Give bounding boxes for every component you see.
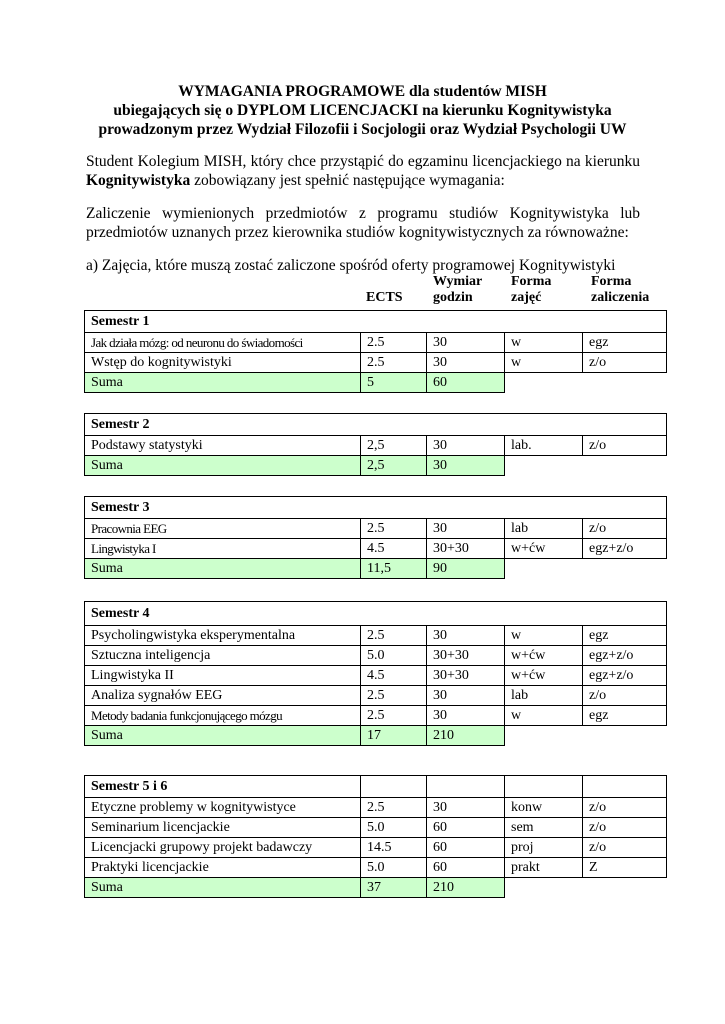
col-hours: Wymiar godzin: [433, 274, 483, 305]
section-a-heading: a) Zajęcia, które muszą zostać zaliczone spośród oferty programowej Kognitywistyki: [86, 257, 616, 274]
semester-1-table: [84, 310, 667, 393]
requirement-paragraph: [86, 204, 640, 242]
table-row: Praktyki licencjackie 5.0 60 prakt Z: [85, 858, 667, 878]
semester-title: Semestr 4: [85, 602, 667, 626]
requirement-line-2: przedmiotów uznanych przez kierownika studiów kognitywistycznych za równoważne:: [86, 224, 629, 241]
col-credit: Forma zaliczenia: [591, 274, 650, 305]
table-row: Pracownia EEG 2.5 30 lab z/o: [85, 519, 667, 539]
table-row: Etyczne problemy w kognitywistyce 2.5 30 konw z/o: [85, 798, 667, 818]
table-row: Wstęp do kognitywistyki 2.5 30 w z/o: [85, 353, 667, 373]
table-row: Sztuczna inteligencja 5.0 30+30 w+ćw egz+z/o: [85, 646, 667, 666]
sum-row: Suma 17 210: [85, 726, 667, 746]
sum-row: Suma 37 210: [85, 878, 667, 898]
table-row: Licencjacki grupowy projekt badawczy 14.5 60 proj z/o: [85, 838, 667, 858]
title-line-2: ubiegających się o DYPLOM LICENCJACKI na kierunku Kognitywistyka: [113, 102, 612, 119]
col-form: Forma zajęć: [511, 274, 552, 305]
semester-3-table: [84, 496, 667, 579]
table-row: Lingwistyka II 4.5 30+30 w+ćw egz+z/o: [85, 666, 667, 686]
sum-row: Suma 2,5 30: [85, 456, 667, 476]
table-row: Metody badania funkcjonującego mózgu 2.5 30 w egz: [85, 706, 667, 726]
table-row: Lingwistyka I 4.5 30+30 w+ćw egz+z/o: [85, 539, 667, 559]
table-row: Seminarium licencjackie 5.0 60 sem z/o: [85, 818, 667, 838]
title-line-1: WYMAGANIA PROGRAMOWE dla studentów MISH: [178, 83, 547, 100]
semester-title: Semestr 3: [85, 497, 667, 519]
semester-title: Semestr 5 i 6: [85, 776, 361, 798]
intro-bold-word: Kognitywistyka: [86, 172, 191, 189]
semester-5-6-table: [84, 775, 667, 898]
sum-row: Suma 11,5 90: [85, 559, 667, 579]
col-ects: ECTS: [366, 290, 403, 305]
table-row: Analiza sygnałów EEG 2.5 30 lab z/o: [85, 686, 667, 706]
semester-title: Semestr 2: [85, 414, 667, 436]
table-row: Podstawy statystyki 2,5 30 lab. z/o: [85, 436, 667, 456]
intro-line-1: Student Kolegium MISH, który chce przystąpić do egzaminu licencjackiego na kierunku: [86, 153, 640, 170]
semester-2-table: [84, 413, 667, 476]
requirement-line-1: Zaliczenie wymienionych przedmiotów z programu studiów Kognitywistyka lub: [86, 205, 640, 222]
table-row: Psycholingwistyka eksperymentalna 2.5 30 w egz: [85, 626, 667, 646]
intro-paragraph: [86, 152, 640, 190]
table-row: Jak działa mózg: od neuronu do świadomości 2.5 30 w egz: [85, 333, 667, 353]
semester-title: Semestr 1: [85, 311, 667, 333]
sum-row: Suma 5 60: [85, 373, 667, 393]
title-line-3: prowadzonym przez Wydział Filozofii i Socjologii oraz Wydział Psychologii UW: [98, 121, 627, 138]
semester-4-table: [84, 601, 667, 746]
document-title: [60, 82, 665, 139]
intro-line-2: zobowiązany jest spełnić następujące wymagania:: [190, 172, 505, 189]
